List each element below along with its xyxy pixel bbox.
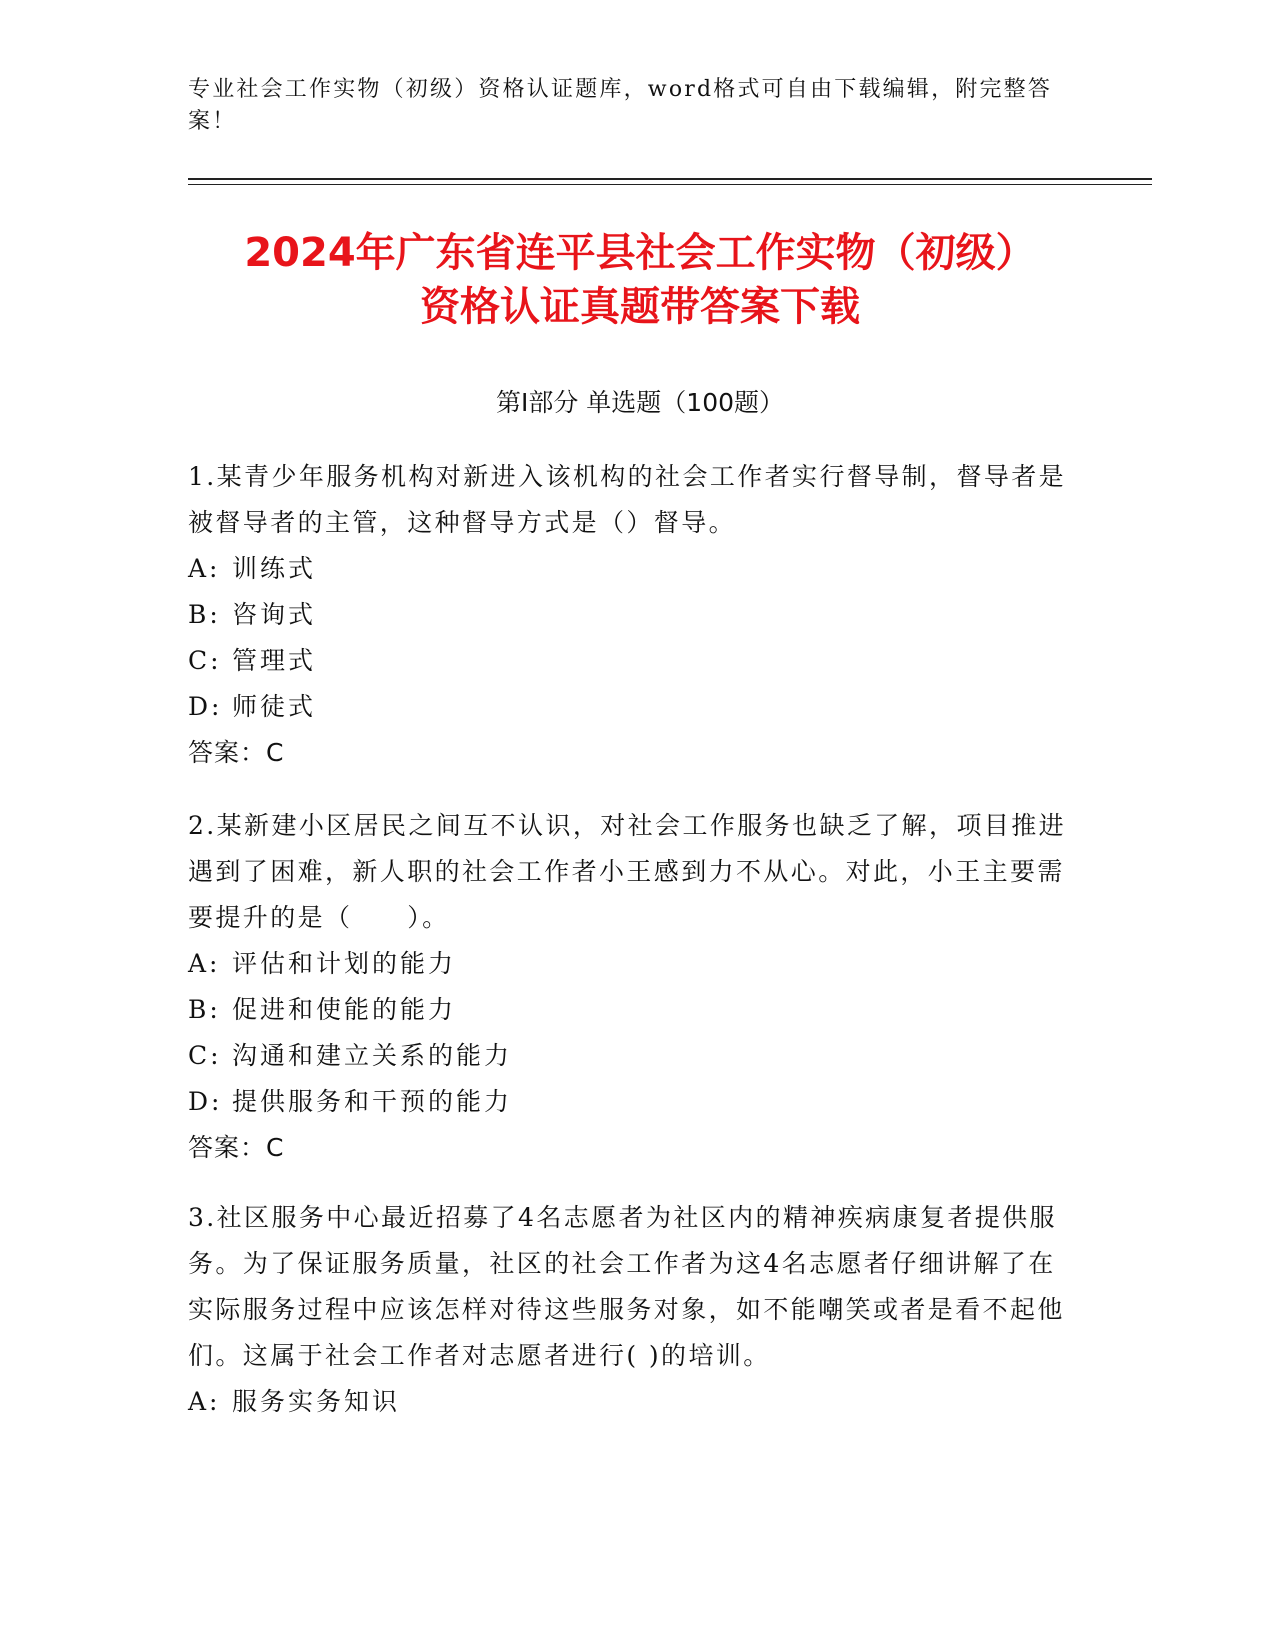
option-letter: B:: [188, 995, 221, 1024]
option-text: 提供服务和干预的能力: [232, 1087, 513, 1116]
option-b: [188, 987, 1068, 1033]
option-letter: B:: [188, 600, 221, 629]
option-letter: A:: [188, 554, 221, 583]
document-title: [160, 226, 1120, 334]
option-d: [188, 1079, 1068, 1125]
option-a: [188, 1379, 1068, 1425]
header-note: 专业社会工作实物（初级）资格认证题库，word格式可自由下载编辑，附完整答案！: [188, 77, 1053, 134]
option-text: 训练式: [232, 554, 317, 583]
option-text: 管理式: [232, 646, 317, 675]
question-3: [188, 1195, 1068, 1425]
option-text: 师徒式: [232, 692, 317, 721]
option-d: [188, 684, 1068, 730]
answer-line: 答案：C: [188, 1133, 285, 1162]
option-c: [188, 638, 1068, 684]
option-a: [188, 941, 1068, 987]
option-a: [188, 546, 1068, 592]
title-line-1: 2024年广东省连平县社会工作实物（初级）: [244, 230, 1036, 276]
option-text: 促进和使能的能力: [232, 995, 457, 1024]
option-letter: A:: [188, 1387, 221, 1416]
option-letter: A:: [188, 949, 221, 978]
option-text: 服务实务知识: [232, 1387, 401, 1416]
option-b: [188, 592, 1068, 638]
question-stem: 3.社区服务中心最近招募了4名志愿者为社区内的精神疾病康复者提供服务。为了保证服务质量，社区的社会工作者为这4名志愿者仔细讲解了在实际服务过程中应该怎样对待这些服务对象，如不能嘲笑或者是看不起他们。这属于社会工作者对志愿者进行( )的培训。: [188, 1203, 1065, 1370]
option-text: 评估和计划的能力: [232, 949, 457, 978]
option-c: [188, 1033, 1068, 1079]
question-stem: 2.某新建小区居民之间互不认识，对社会工作服务也缺乏了解，项目推进遇到了困难，新人职的社会工作者小王感到力不从心。对此，小王主要需要提升的是（ ）。: [188, 811, 1067, 932]
option-letter: D:: [188, 692, 223, 721]
option-letter: D:: [188, 1087, 223, 1116]
option-text: 咨询式: [232, 600, 317, 629]
answer-line: 答案：C: [188, 738, 285, 767]
option-letter: C:: [188, 1041, 222, 1070]
header-divider-thin: [188, 184, 1152, 185]
header-divider-thick: [188, 178, 1152, 180]
title-line-2: 资格认证真题带答案下载: [420, 284, 860, 330]
question-stem: 1.某青少年服务机构对新进入该机构的社会工作者实行督导制，督导者是被督导者的主管，这种督导方式是（）督导。: [188, 462, 1067, 537]
option-text: 沟通和建立关系的能力: [232, 1041, 513, 1070]
section-heading: 第Ⅰ部分 单选题（100题）: [495, 388, 785, 417]
question-1: [188, 454, 1068, 776]
question-2: [188, 803, 1068, 1171]
option-letter: C:: [188, 646, 222, 675]
